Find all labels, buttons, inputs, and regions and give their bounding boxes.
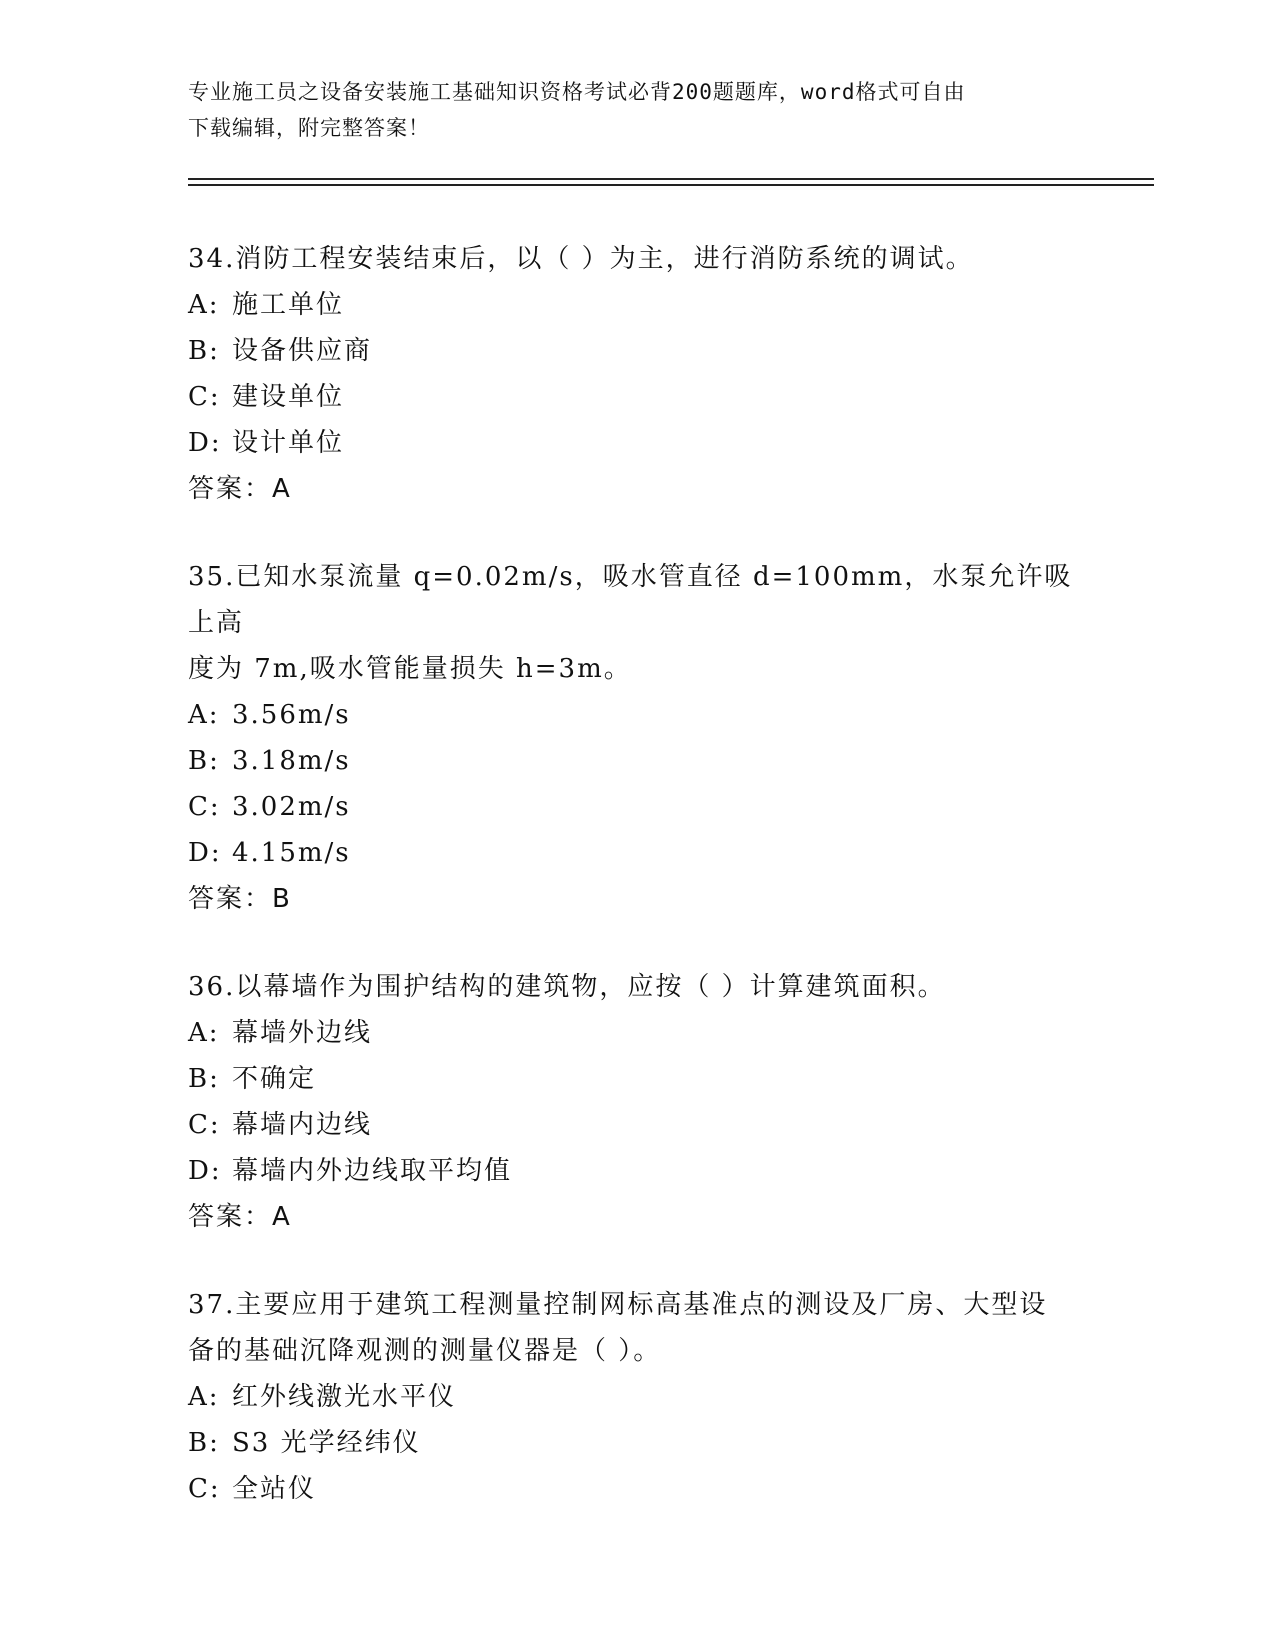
question-list (188, 236, 1088, 1554)
option-a (188, 1010, 1088, 1056)
option-text: 3.18m/s (232, 746, 351, 776)
option-text: 3.02m/s (232, 792, 351, 822)
option-label: C: (188, 1474, 221, 1504)
option-label: C: (188, 382, 221, 412)
option-label: C: (188, 1110, 221, 1140)
question-36 (188, 964, 1088, 1240)
question-stem-line: 35.已知水泵流量 q=0.02m/s，吸水管直径 d=100mm，水泵允许吸上高 (188, 562, 1073, 638)
header-divider-top (188, 178, 1154, 180)
option-text: 全站仪 (232, 1474, 317, 1504)
question-stem-line: 37.主要应用于建筑工程测量控制网标高基准点的测设及厂房、大型设 (188, 1290, 1048, 1320)
option-b (188, 328, 1088, 374)
option-text: 不确定 (232, 1064, 317, 1094)
option-a (188, 282, 1088, 328)
option-c (188, 374, 1088, 420)
option-d (188, 420, 1088, 466)
option-label: C: (188, 792, 221, 822)
option-c (188, 1466, 1088, 1512)
option-text: 幕墙外边线 (232, 1018, 373, 1048)
option-text: 施工单位 (232, 290, 345, 320)
option-label: B: (188, 1064, 220, 1094)
question-37 (188, 1282, 1088, 1512)
option-text: 建设单位 (232, 382, 345, 412)
option-text: 设计单位 (232, 428, 345, 458)
question-34 (188, 236, 1088, 512)
option-b (188, 738, 1088, 784)
option-label: D: (188, 428, 222, 458)
option-text: 幕墙内外边线取平均值 (232, 1156, 513, 1186)
option-text: S3 光学经纬仪 (232, 1428, 421, 1458)
question-stem-line: 度为 7m,吸水管能量损失 h=3m。 (188, 654, 632, 684)
option-d (188, 1148, 1088, 1194)
option-d (188, 830, 1088, 876)
question-stem-line: 36.以幕墙作为围护结构的建筑物，应按（ ）计算建筑面积。 (188, 972, 946, 1002)
answer-text: 答案：A (188, 474, 292, 504)
option-text: 3.56m/s (232, 700, 351, 730)
question-stem-line: 备的基础沉降观测的测量仪器是（ ）。 (188, 1336, 662, 1366)
option-text: 幕墙内边线 (232, 1110, 373, 1140)
header-line-2: 下载编辑，附完整答案！ (188, 116, 430, 140)
option-text: 4.15m/s (232, 838, 351, 868)
option-label: A: (188, 1018, 220, 1048)
document-header (188, 74, 1088, 146)
option-text: 红外线激光水平仪 (232, 1382, 457, 1412)
option-label: D: (188, 1156, 222, 1186)
option-c (188, 1102, 1088, 1148)
question-stem-line: 34.消防工程安装结束后，以（ ）为主，进行消防系统的调试。 (188, 244, 974, 274)
option-label: B: (188, 746, 220, 776)
option-c (188, 784, 1088, 830)
header-divider-bottom (188, 184, 1154, 186)
answer-text: 答案：A (188, 1202, 292, 1232)
answer-text: 答案：B (188, 884, 292, 914)
option-b (188, 1420, 1088, 1466)
question-35 (188, 554, 1088, 922)
option-label: A: (188, 700, 220, 730)
header-line-1: 专业施工员之设备安装施工基础知识资格考试必背200题题库，word格式可自由 (188, 80, 966, 104)
option-label: A: (188, 290, 220, 320)
option-text: 设备供应商 (232, 336, 373, 366)
option-label: A: (188, 1382, 220, 1412)
option-label: B: (188, 1428, 220, 1458)
option-label: D: (188, 838, 222, 868)
option-a (188, 1374, 1088, 1420)
option-a (188, 692, 1088, 738)
option-label: B: (188, 336, 220, 366)
option-b (188, 1056, 1088, 1102)
